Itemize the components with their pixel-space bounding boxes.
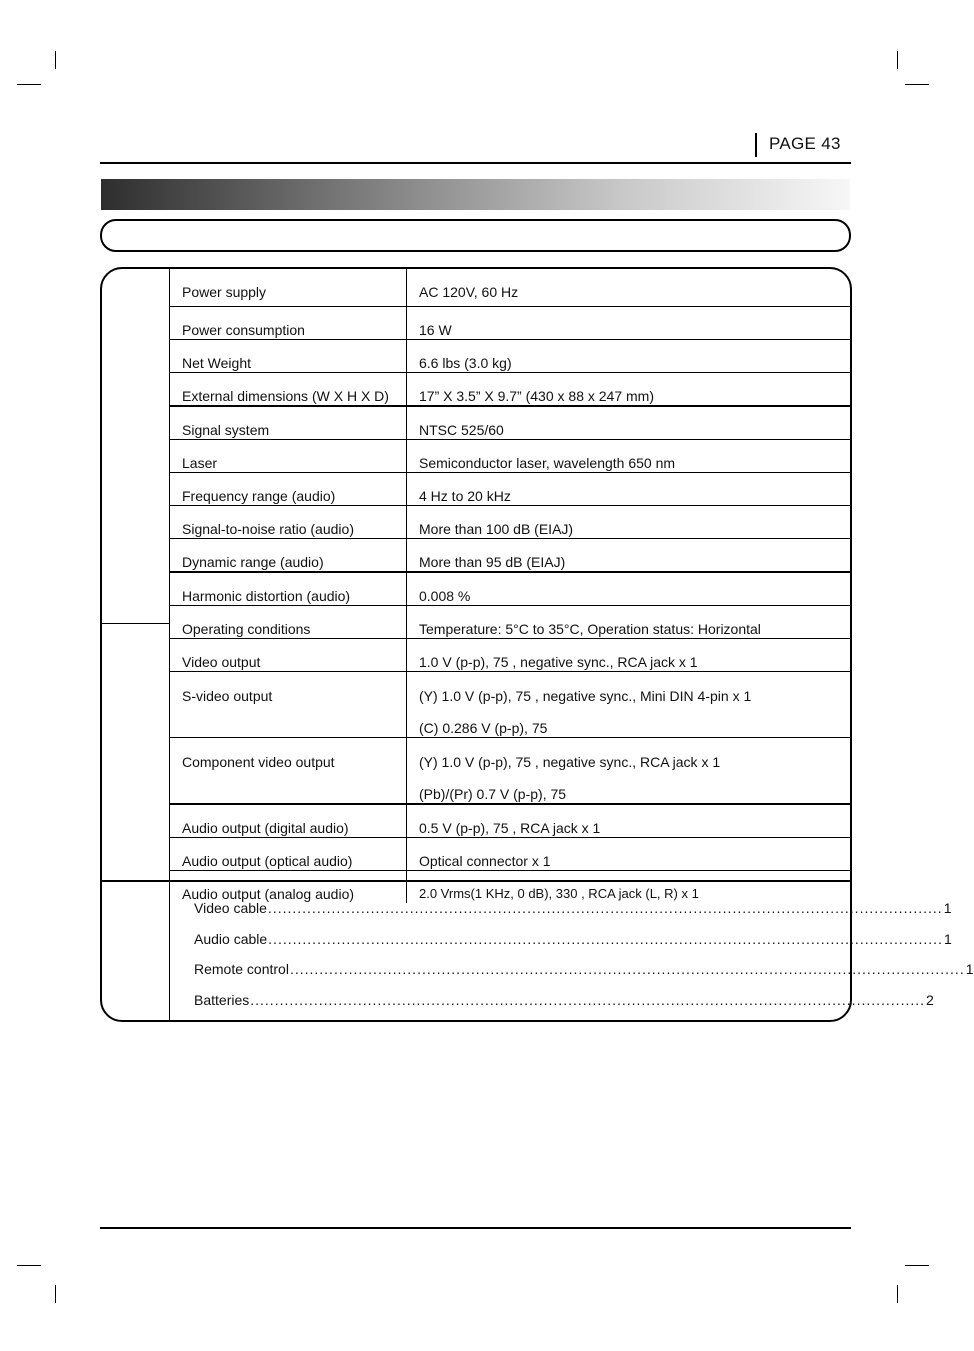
spec-label: Frequency range (audio) [170,472,407,505]
accessory-name: Audio cable [194,930,268,947]
spec-label: Audio output (digital audio) [170,804,407,838]
group-divider [102,880,169,882]
spec-value-cell [407,737,851,804]
spec-label: Signal-to-noise ratio (audio) [170,505,407,538]
spec-label: Operating conditions [170,605,407,638]
table-row [170,269,851,306]
leader-dots: .......................................................................................................................................... [289,961,965,978]
specifications-table [169,269,850,903]
accessory-name: Remote control [194,961,289,978]
spec-value: Temperature: 5°C to 35°C, Operation status: Horizontal [407,605,851,638]
table-row [170,306,851,339]
spec-value: 0.5 V (p-p), 75 , RCA jack x 1 [407,804,851,838]
group-divider [102,623,169,624]
spec-label: Component video output [170,737,407,804]
spec-value: 17” X 3.5” X 9.7” (430 x 88 x 247 mm) [407,372,851,406]
spec-label: Power supply [170,269,407,306]
crop-mark [905,1265,929,1266]
spec-label: Harmonic distortion (audio) [170,572,407,606]
spec-label: Signal system [170,406,407,440]
list-item [194,900,952,931]
spec-label: Power consumption [170,306,407,339]
table-row [170,505,851,538]
table-row [170,572,851,606]
spec-label: External dimensions (W X H X D) [170,372,407,406]
section-heading-box [100,219,851,252]
table-row [170,372,851,406]
table-row [170,406,851,440]
title-gradient-band [101,179,850,210]
spec-value-secondary: (C) 0.286 V (p-p), 75 [419,719,548,736]
spec-value-cell [407,671,851,737]
spec-value-secondary: (Pb)/(Pr) 0.7 V (p-p), 75 [419,785,567,802]
leader-dots: .......................................................................................................................................... [268,930,943,947]
accessory-quantity: 1 [943,900,952,916]
spec-label: Net Weight [170,339,407,372]
spec-label: Laser [170,439,407,472]
spec-value: NTSC 525/60 [407,406,851,440]
crop-mark [55,51,56,69]
list-item [194,961,974,992]
leader-dots: .......................................................................................................................................... [267,900,943,916]
table-row [170,605,851,638]
spec-value: 1.0 V (p-p), 75 , negative sync., RCA jack x 1 [407,638,851,671]
accessories-list [194,900,974,1022]
table-row [170,870,851,903]
crop-mark [897,1285,898,1303]
spec-label: Dynamic range (audio) [170,538,407,572]
spec-value: 6.6 lbs (3.0 kg) [407,339,851,372]
accessory-quantity: 2 [926,991,934,1008]
header-rule [100,162,851,164]
spec-value: Optical connector x 1 [407,837,851,870]
spec-value: 16 W [407,306,851,339]
table-row [170,339,851,372]
page-number: PAGE 43 [769,134,841,153]
crop-mark [897,51,898,69]
footer-rule [100,1227,851,1229]
accessory-name: Batteries [194,991,250,1008]
spec-value: 2.0 Vrms(1 KHz, 0 dB), 330 , RCA jack (L, R) x 1 [407,870,851,903]
spec-value: 4 Hz to 20 kHz [407,472,851,505]
crop-mark [55,1285,56,1303]
spec-value: Semiconductor laser, wavelength 650 nm [407,439,851,472]
accessory-name: Video cable [194,900,267,916]
accessory-quantity: 1 [943,930,952,947]
accessory-quantity: 1 [965,961,974,978]
accessories-column-rule [169,880,170,1020]
spec-value: AC 120V, 60 Hz [407,269,851,306]
spec-value: More than 95 dB (EIAJ) [407,538,851,572]
spec-label: Audio output (optical audio) [170,837,407,870]
table-row [170,837,851,870]
table-row [170,439,851,472]
table-row [170,737,851,804]
list-item [194,930,952,962]
table-row [170,671,851,737]
table-row [170,638,851,671]
spec-value: More than 100 dB (EIAJ) [407,505,851,538]
spec-value: (Y) 1.0 V (p-p), 75 , negative sync., RCA jack x 1 [419,753,721,770]
crop-mark [17,1265,41,1266]
spec-label: S-video output [170,671,407,737]
spec-value: 0.008 % [407,572,851,606]
leader-dots: .......................................................................................................................................... [250,991,926,1008]
table-row [170,472,851,505]
crop-mark [17,84,41,85]
table-row [170,804,851,838]
list-item [194,991,934,1023]
specifications-panel [100,267,974,1022]
table-row [170,538,851,572]
spec-label: Video output [170,638,407,671]
crop-mark [905,84,929,85]
spec-label: Audio output (analog audio) [170,870,407,903]
spec-value: (Y) 1.0 V (p-p), 75 , negative sync., Mini DIN 4-pin x 1 [419,687,752,704]
page-number-bar [755,133,757,157]
accessories-divider [169,880,850,882]
